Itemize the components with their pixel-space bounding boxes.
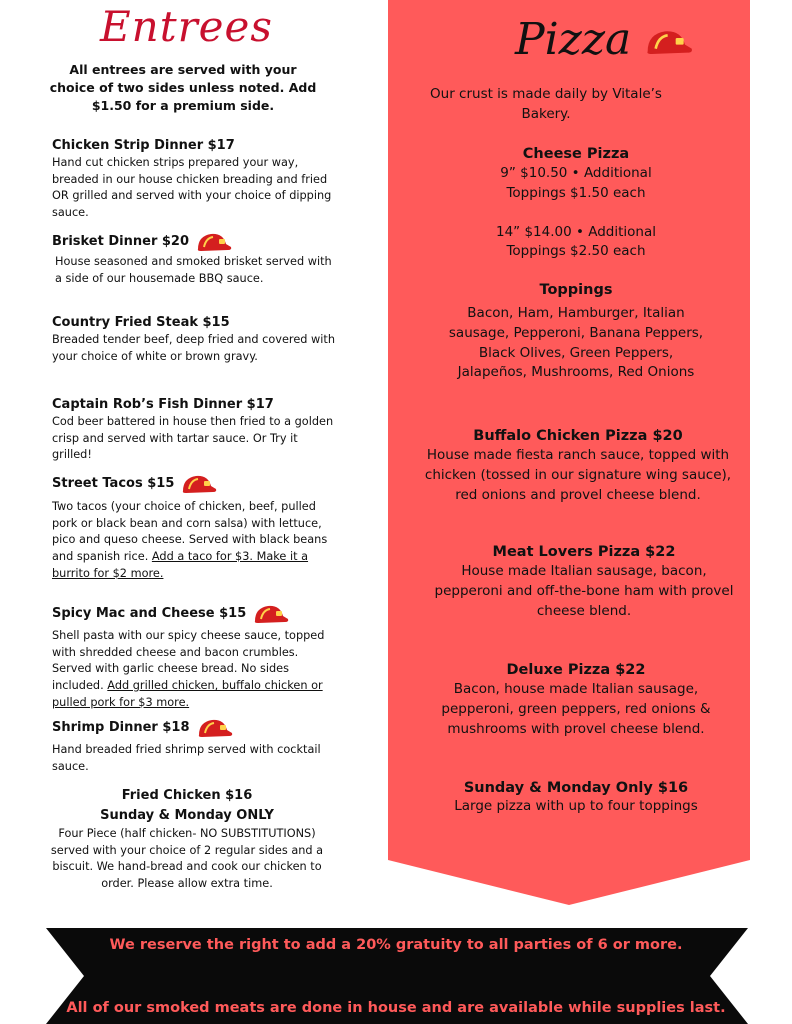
item-description: Large pizza with up to four toppings <box>454 798 698 814</box>
item-name: Captain Rob’s Fish Dinner $17 <box>52 397 274 412</box>
footer-gratuity-notice: We reserve the right to add a 20% gratuity to all parties of 6 or more. <box>109 937 683 953</box>
entrees-title: Entrees <box>100 2 273 51</box>
item-description: Four Piece (half chicken- NO SUBSTITUTIONS) served with your choice of 2 regular sides and a biscuit. We hand-bread and cook our chicken to order. Please allow extra time. <box>50 827 324 890</box>
item-name: Street Tacos $15 <box>52 476 175 491</box>
menu-item-toppings <box>445 280 707 383</box>
menu-item-brisket <box>52 230 337 287</box>
pizza-title: Pizza <box>515 14 632 65</box>
item-name: Chicken Strip Dinner $17 <box>52 138 235 153</box>
menu-item-meat-lovers-pizza <box>428 542 740 621</box>
menu-item-sunday-monday-pizza <box>420 778 732 815</box>
menu-item-buffalo-chicken-pizza <box>422 426 734 505</box>
menu-item-cheese-pizza <box>470 144 682 262</box>
item-name: Cheese Pizza <box>522 146 630 162</box>
item-name: Deluxe Pizza $22 <box>506 662 646 678</box>
price-9-inch: 9” $10.50 • Additional Toppings $1.50 each <box>500 165 652 201</box>
menu-item-spicy-mac <box>52 602 337 712</box>
entrees-intro: All entrees are served with your choice of two sides unless noted. Add $1.50 for a premium side. <box>49 62 317 113</box>
item-name: Country Fried Steak $15 <box>52 315 230 330</box>
item-description: Hand breaded fried shrimp served with cocktail sauce. <box>52 743 321 773</box>
item-description: Breaded tender beef, deep fried and covered with your choice of white or brown gravy. <box>52 333 336 363</box>
firefighter-helmet-icon <box>195 230 233 254</box>
item-description: Cod beer battered in house then fried to a golden crisp and served with tartar sauce. Or Try it grilled! <box>52 415 334 462</box>
menu-item-deluxe-pizza <box>420 660 732 739</box>
item-description: House made fiesta ranch sauce, topped with chicken (tossed in our signature wing sauce), red onions and provel cheese blend. <box>424 447 732 503</box>
price-14-inch: 14” $14.00 • Additional Toppings $2.50 each <box>495 223 657 260</box>
item-subtitle: Sunday & Monday ONLY <box>100 808 274 823</box>
footer-band <box>0 928 792 1024</box>
item-description: Two tacos (your choice of chicken, beef, pulled pork or black bean and corn salsa) with lettuce, pico and queso cheese. Served with black beans and spanish rice. <box>52 500 328 564</box>
toppings-list: Bacon, Ham, Hamburger, Italian sausage, Pepperoni, Banana Peppers, Black Olives, Green Peppers, Jalapeños, Mushrooms, Red Onions <box>448 305 704 381</box>
firefighter-helmet-icon <box>252 602 290 626</box>
firefighter-helmet-icon <box>196 716 234 740</box>
menu-item-shrimp-dinner <box>52 716 337 775</box>
pizza-intro: Our crust is made daily by Vitale’s Bakery. <box>430 86 662 122</box>
item-name: Shrimp Dinner $18 <box>52 720 190 735</box>
item-name: Buffalo Chicken Pizza $20 <box>473 428 683 444</box>
item-upsell: Add grilled chicken, buffalo chicken or pulled pork for $3 more. <box>52 679 323 709</box>
item-description: Bacon, house made Italian sausage, pepperoni, green peppers, red onions & mushrooms with provel cheese blend. <box>441 681 711 737</box>
menu-item-fish-dinner <box>52 396 337 464</box>
item-name: Brisket Dinner $20 <box>52 234 190 249</box>
item-name: Spicy Mac and Cheese $15 <box>52 606 247 621</box>
item-upsell: Add a taco for $3. Make it a burrito for $2 more. <box>52 550 309 580</box>
menu-item-street-tacos <box>52 472 337 583</box>
footer-smoked-meats-notice: All of our smoked meats are done in house and are available while supplies last. <box>66 1000 726 1016</box>
item-description: Shell pasta with our spicy cheese sauce, topped with shredded cheese and bacon crumbles. Served with garlic cheese bread. No sides included. <box>52 629 325 693</box>
firefighter-helmet-icon <box>180 472 218 496</box>
menu-item-country-fried-steak <box>52 314 337 365</box>
firefighter-helmet-icon <box>642 26 696 58</box>
menu-item-fried-chicken <box>48 786 326 892</box>
item-name: Sunday & Monday Only $16 <box>463 780 689 796</box>
item-description: House seasoned and smoked brisket served with a side of our housemade BBQ sauce. <box>55 255 332 285</box>
menu-item-chicken-strip <box>52 137 337 222</box>
item-description: Hand cut chicken strips prepared your way, breaded in our house chicken breading and fried OR grilled and served with your choice of dipping sauce. <box>52 156 332 220</box>
item-description: House made Italian sausage, bacon, pepperoni and off-the-bone ham with provel cheese blend. <box>434 563 734 619</box>
item-name: Meat Lovers Pizza $22 <box>492 544 676 560</box>
item-name: Toppings <box>539 282 613 298</box>
item-name: Fried Chicken $16 <box>121 788 253 803</box>
